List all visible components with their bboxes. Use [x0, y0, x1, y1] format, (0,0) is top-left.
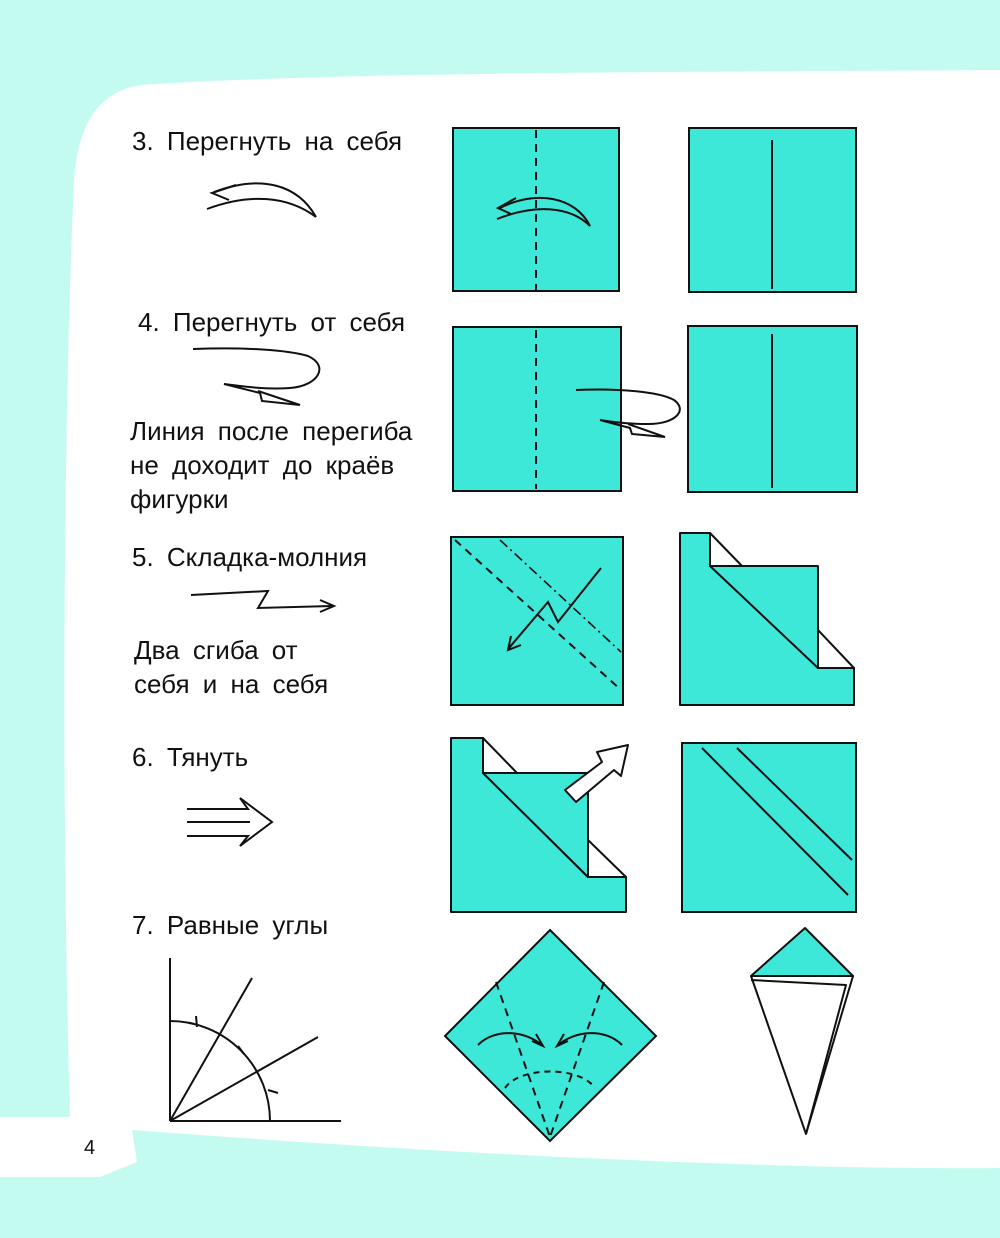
step-3-title: 3. Перегнуть на себя — [132, 126, 403, 156]
page-number: 4 — [84, 1137, 96, 1159]
step-7-title: 7. Равные углы — [132, 910, 329, 940]
step-4-note: Линия после перегиба не доходит до краёв фигурки — [130, 416, 413, 514]
step-5-title: 5. Складка-молния — [132, 542, 368, 572]
step-5-note: Два сгиба от себя и на себя — [134, 635, 329, 699]
step-4-title: 4. Перегнуть от себя — [138, 307, 406, 337]
step-6-title: 6. Тянуть — [132, 742, 249, 772]
